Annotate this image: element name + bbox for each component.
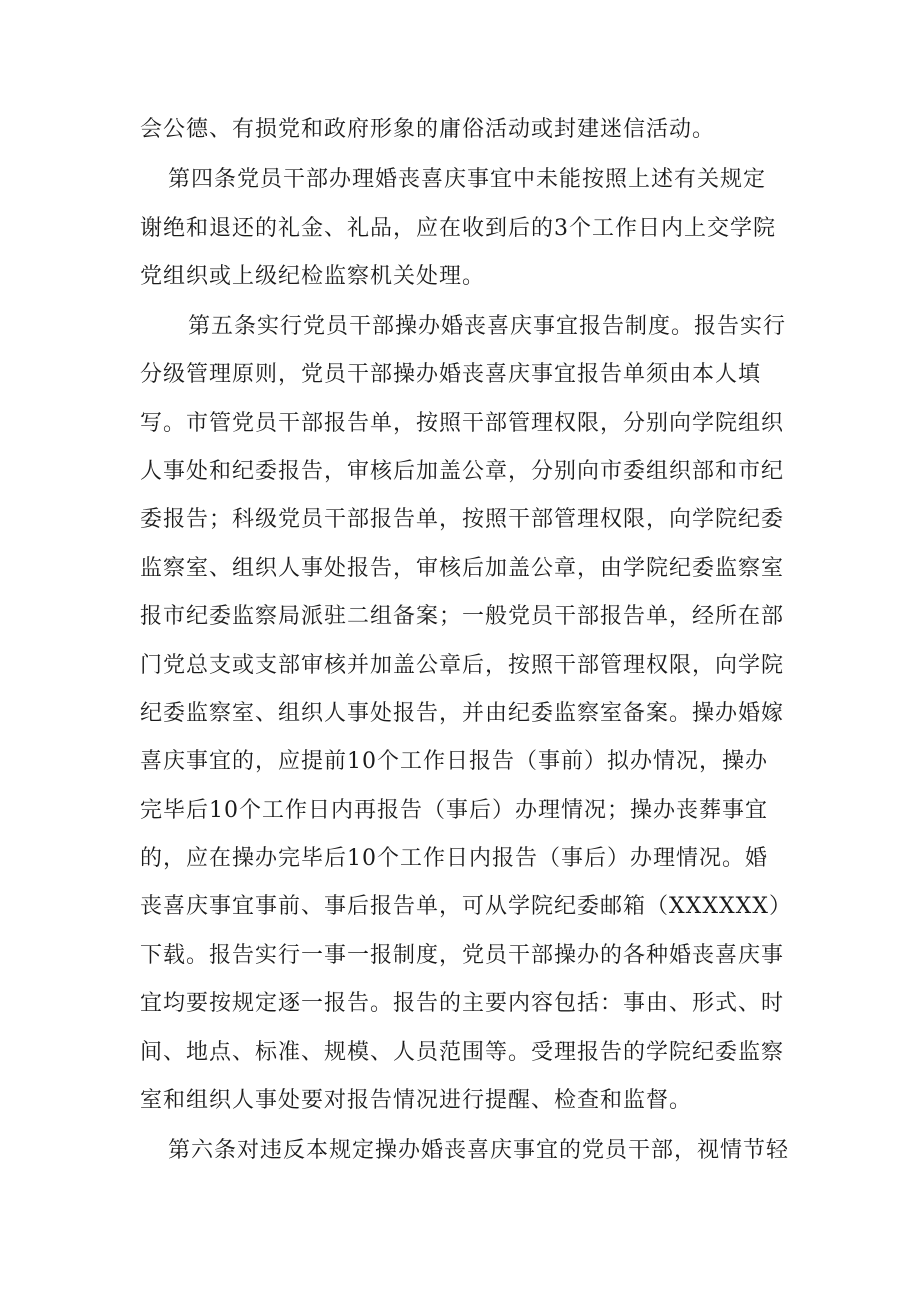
text-line: 第六条对违反本规定操办婚丧喜庆事宜的党员干部，视情节轻 — [168, 1138, 790, 1163]
text-line: 党组织或上级纪检监察机关处理。 — [140, 264, 486, 289]
text-line: 人事处和纪委报告，审核后加盖公章，分别向市委组织部和市纪 — [140, 459, 785, 484]
text-line: 第五条实行党员干部操办婚丧喜庆事宜报告制度。报告实行 — [188, 314, 787, 339]
text-line: 喜庆事宜的，应提前10个工作日报告（事前）拟办情况，操办 — [140, 749, 768, 774]
text-line: 丧喜庆事宜事前、事后报告单，可从学院纪委邮箱（XXXXXX） — [140, 894, 792, 919]
text-line: 委报告；科级党员干部报告单，按照干部管理权限，向学院纪委 — [140, 507, 785, 532]
text-line: 报市纪委监察局派驻二组备案；一般党员干部报告单，经所在部 — [140, 604, 785, 629]
text-line: 完毕后10个工作日内再报告（事后）办理情况；操办丧葬事宜 — [140, 798, 768, 823]
text-line: 门党总支或支部审核并加盖公章后，按照干部管理权限，向学院 — [140, 653, 785, 678]
text-line: 写。市管党员干部报告单，按照干部管理权限，分别向学院组织 — [140, 411, 785, 436]
text-line: 室和组织人事处要对报告情况进行提醒、检查和监督。 — [140, 1088, 693, 1113]
text-line: 宜均要按规定逐一报告。报告的主要内容包括：事由、形式、时 — [140, 991, 785, 1016]
text-line: 的，应在操办完毕后10个工作日内报告（事后）办理情况。婚 — [140, 846, 768, 871]
text-line: 会公德、有损党和政府形象的庸俗活动或封建迷信活动。 — [140, 117, 716, 142]
text-line: 第四条党员干部办理婚丧喜庆事宜中未能按照上述有关规定 — [168, 167, 767, 192]
text-line: 纪委监察室、组织人事处报告，并由纪委监察室备案。操办婚嫁 — [140, 701, 785, 726]
text-line: 分级管理原则，党员干部操办婚丧喜庆事宜报告单须由本人填 — [140, 362, 762, 387]
text-line: 监察室、组织人事处报告，审核后加盖公章，由学院纪委监察室 — [140, 556, 785, 581]
text-line: 间、地点、标准、规模、人员范围等。受理报告的学院纪委监察 — [140, 1040, 785, 1065]
text-line: 下载。报告实行一事一报制度，党员干部操办的各种婚丧喜庆事 — [140, 943, 785, 968]
text-line: 谢绝和退还的礼金、礼品，应在收到后的3个工作日内上交学院 — [140, 216, 776, 241]
